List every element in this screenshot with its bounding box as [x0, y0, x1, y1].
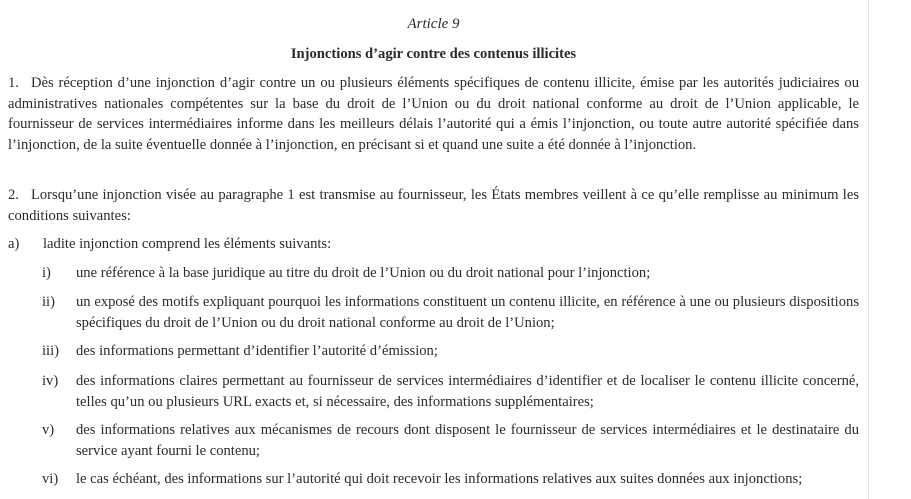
subpoint-text: un exposé des motifs expliquant pourquoi les informations constituent un contenu illicite, en référence à une ou plusieurs dispositions spécifiques du droit de l’Union ou du droit national conforme au droit de l’Union;: [76, 294, 859, 331]
paragraph-number: 1.: [8, 75, 19, 91]
page-edge-divider: [868, 0, 869, 499]
subpoint-text: le cas échéant, des informations sur l’autorité qui doit recevoir les informations relatives aux suites données aux injonctions;: [76, 471, 803, 487]
subpoint-label: iv): [42, 373, 59, 389]
subpoint-label: iii): [42, 343, 60, 359]
paragraph-1: [8, 73, 859, 155]
subpoint-label: vi): [42, 471, 59, 487]
subpoint-label: ii): [42, 294, 55, 310]
subpoint-label: v): [42, 422, 55, 438]
subpoint-text: des informations claires permettant au fournisseur de services intermédiaires d’identifier et de localiser le contenu illicite concerné, telles qu’un ou plusieurs URL exacts et, si nécessaire, des informations supplémentaires;: [76, 373, 859, 410]
subpoint-label: i): [42, 265, 51, 281]
article-number: Article 9: [407, 16, 460, 32]
subpoint-text: des informations permettant d’identifier l’autorité d’émission;: [76, 343, 438, 359]
point-label: a): [8, 236, 20, 252]
paragraph-2: [8, 185, 859, 226]
paragraph-number: 2.: [8, 187, 19, 203]
article-title: Injonctions d’agir contre des contenus illicites: [290, 46, 577, 62]
paragraph-text: Lorsqu’une injonction visée au paragraphe 1 est transmise au fournisseur, les États membres veillent à ce qu’elle remplisse au minimum les conditions suivantes:: [8, 187, 859, 224]
subpoint-text: une référence à la base juridique au titre du droit de l’Union ou du droit national pour l’injonction;: [76, 265, 651, 281]
paragraph-text: Dès réception d’une injonction d’agir contre un ou plusieurs éléments spécifiques de contenu illicite, émise par les autorités judiciaires ou administratives nationales compétentes sur la base du droit de l’Union ou du droit national conforme au droit de l’Union applicable, le fournisseur de services intermédiaires informe dans les meilleurs délais l’autorité qui a émis l’injonction, ou toute autre autorité spécifiée dans l’injonction, de la suite éventuelle donnée à l’injonction, en précisant si et quand une suite a été donnée à l’injonction.: [8, 75, 859, 153]
point-text: ladite injonction comprend les éléments suivants:: [43, 236, 332, 252]
subpoint-text: des informations relatives aux mécanismes de recours dont disposent le fournisseur de services intermédiaires et le destinataire du service ayant fourni le contenu;: [76, 422, 859, 459]
